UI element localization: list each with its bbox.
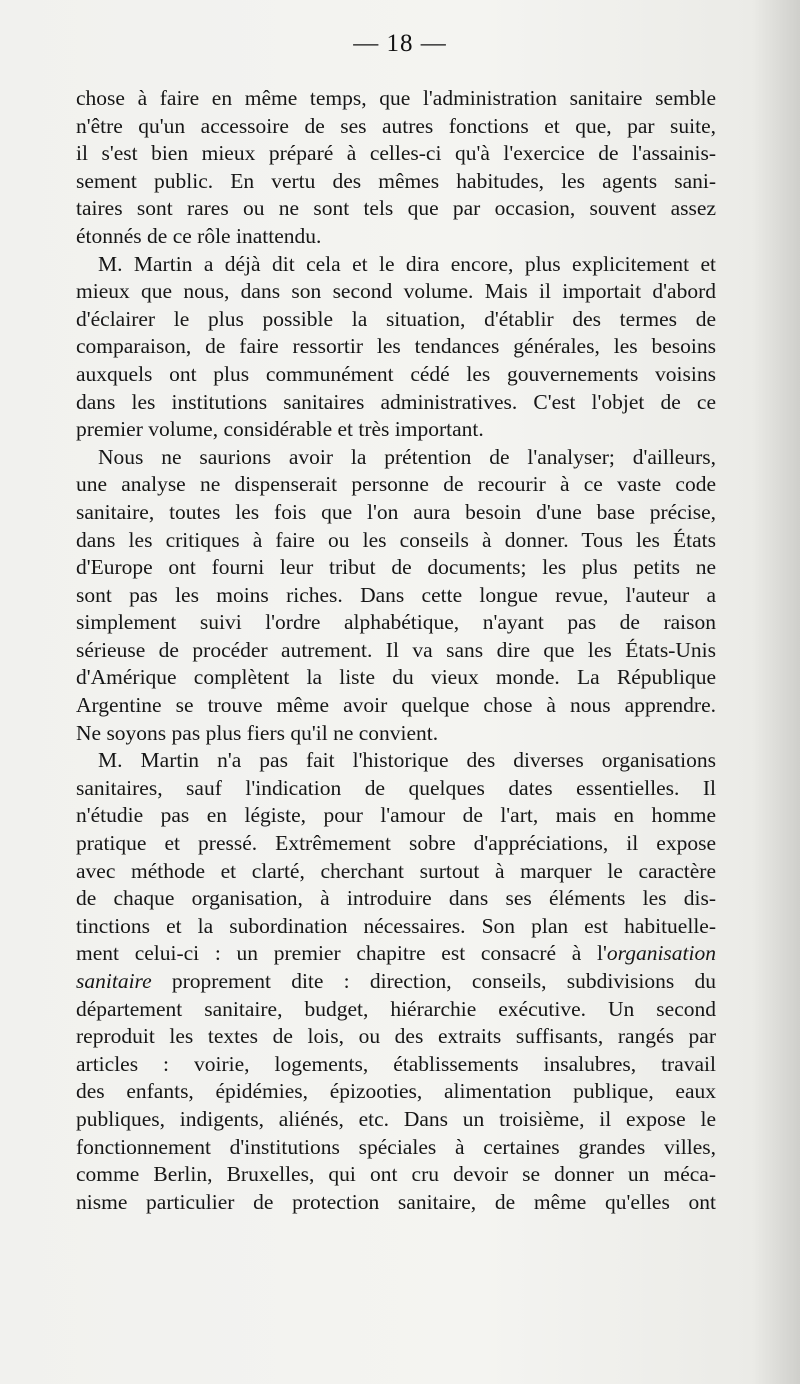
- paragraph-3: [76, 444, 716, 748]
- text-line: sanitaire, toutes les fois que l'on aura besoin d'une base précise,: [76, 499, 716, 524]
- text-line: fonctionnement d'institutions spéciales à certaines grandes villes,: [76, 1134, 716, 1159]
- text-line: d'Europe ont fourni leur tribut de documents; les plus petits ne: [76, 555, 716, 580]
- text-line: département sanitaire, budget, hiérarchie exécutive. Un second: [76, 996, 716, 1021]
- text-line: dans les institutions sanitaires administratives. C'est l'objet de ce: [76, 389, 716, 414]
- text-line: reproduit les textes de lois, ou des extraits suffisants, rangés par: [76, 1024, 716, 1049]
- italic-term: sanitaire: [76, 969, 152, 993]
- text-line: articles : voirie, logements, établissements insalubres, travail: [76, 1051, 716, 1076]
- text-line: n'étudie pas en légiste, pour l'amour de l'art, mais en homme: [76, 803, 716, 828]
- text-line: pratique et pressé. Extrêmement sobre d'appréciations, il expose: [76, 831, 716, 856]
- text-line: sement public. En vertu des mêmes habitudes, les agents sani-: [76, 168, 716, 193]
- text-line: d'Amérique complètent la liste du vieux monde. La République: [76, 665, 716, 690]
- text-line: étonnés de ce rôle inattendu.: [76, 223, 322, 248]
- italic-term: organisation: [606, 941, 716, 966]
- text-line: d'éclairer le plus possible la situation, d'établir des termes de: [76, 306, 716, 331]
- text-line: Ne soyons pas plus fiers qu'il ne convient.: [76, 720, 439, 745]
- text-line: dans les critiques à faire ou les conseils à donner. Tous les États: [76, 527, 716, 552]
- paragraph-1: [76, 85, 716, 251]
- text-line: chose à faire en même temps, que l'administration sanitaire semble: [76, 86, 716, 110]
- paragraph-4: [76, 747, 716, 1216]
- text-line: nisme particulier de protection sanitaire, de même qu'elles ont: [76, 1189, 716, 1214]
- text-line: avec méthode et clarté, cherchant surtout à marquer le caractère: [76, 858, 716, 883]
- text-line: de chaque organisation, à introduire dans ses éléments les dis-: [76, 886, 716, 911]
- text-line: taires sont rares ou ne sont tels que par occasion, souvent assez: [76, 196, 716, 221]
- text-line: Argentine se trouve même avoir quelque chose à nous apprendre.: [76, 693, 716, 718]
- text-line: publiques, indigents, aliénés, etc. Dans un troisième, il expose le: [76, 1106, 716, 1131]
- text-line: comparaison, de faire ressortir les tendances générales, les besoins: [76, 334, 716, 359]
- paragraph-2: [76, 251, 716, 444]
- text-line: M. Martin a déjà dit cela et le dira encore, plus explicitement et: [98, 251, 716, 276]
- text-line: sérieuse de procéder autrement. Il va sans dire que les États-Unis: [76, 637, 716, 662]
- text-line: une analyse ne dispenserait personne de recourir à ce vaste code: [76, 472, 716, 497]
- text-line: simplement suivi l'ordre alphabétique, n'ayant pas de raison: [76, 610, 716, 635]
- text-line: premier volume, considérable et très important.: [76, 417, 484, 442]
- text-fragment: ment celui-ci : un premier chapitre est consacré à l': [76, 941, 607, 966]
- text-line: [76, 940, 716, 968]
- text-line: n'être qu'un accessoire de ses autres fonctions et que, par suite,: [76, 113, 716, 138]
- page-number: — 18 —: [353, 30, 447, 57]
- text-line: [76, 968, 716, 996]
- text-line: tinctions et la subordination nécessaires. Son plan est habituelle-: [76, 913, 716, 938]
- text-line: mieux que nous, dans son second volume. Mais il importait d'abord: [76, 279, 716, 304]
- text-line: sanitaires, sauf l'indication de quelques dates essentielles. Il: [76, 775, 716, 800]
- text-line: Nous ne saurions avoir la prétention de l'analyser; d'ailleurs,: [98, 444, 716, 469]
- text-line: auxquels ont plus communément cédé les gouvernements voisins: [76, 361, 716, 386]
- text-line: M. Martin n'a pas fait l'historique des diverses organisations: [98, 748, 716, 773]
- text-line: il s'est bien mieux préparé à celles-ci qu'à l'exercice de l'assainis-: [76, 141, 716, 166]
- text-line: comme Berlin, Bruxelles, qui ont cru devoir se donner un méca-: [76, 1162, 716, 1187]
- text-fragment: proprement dite : direction, conseils, subdivisions du: [151, 969, 716, 993]
- text-line: sont pas les moins riches. Dans cette longue revue, l'auteur a: [76, 582, 716, 607]
- body-text: [76, 85, 716, 1216]
- text-line: des enfants, épidémies, épizooties, alimentation publique, eaux: [76, 1079, 716, 1104]
